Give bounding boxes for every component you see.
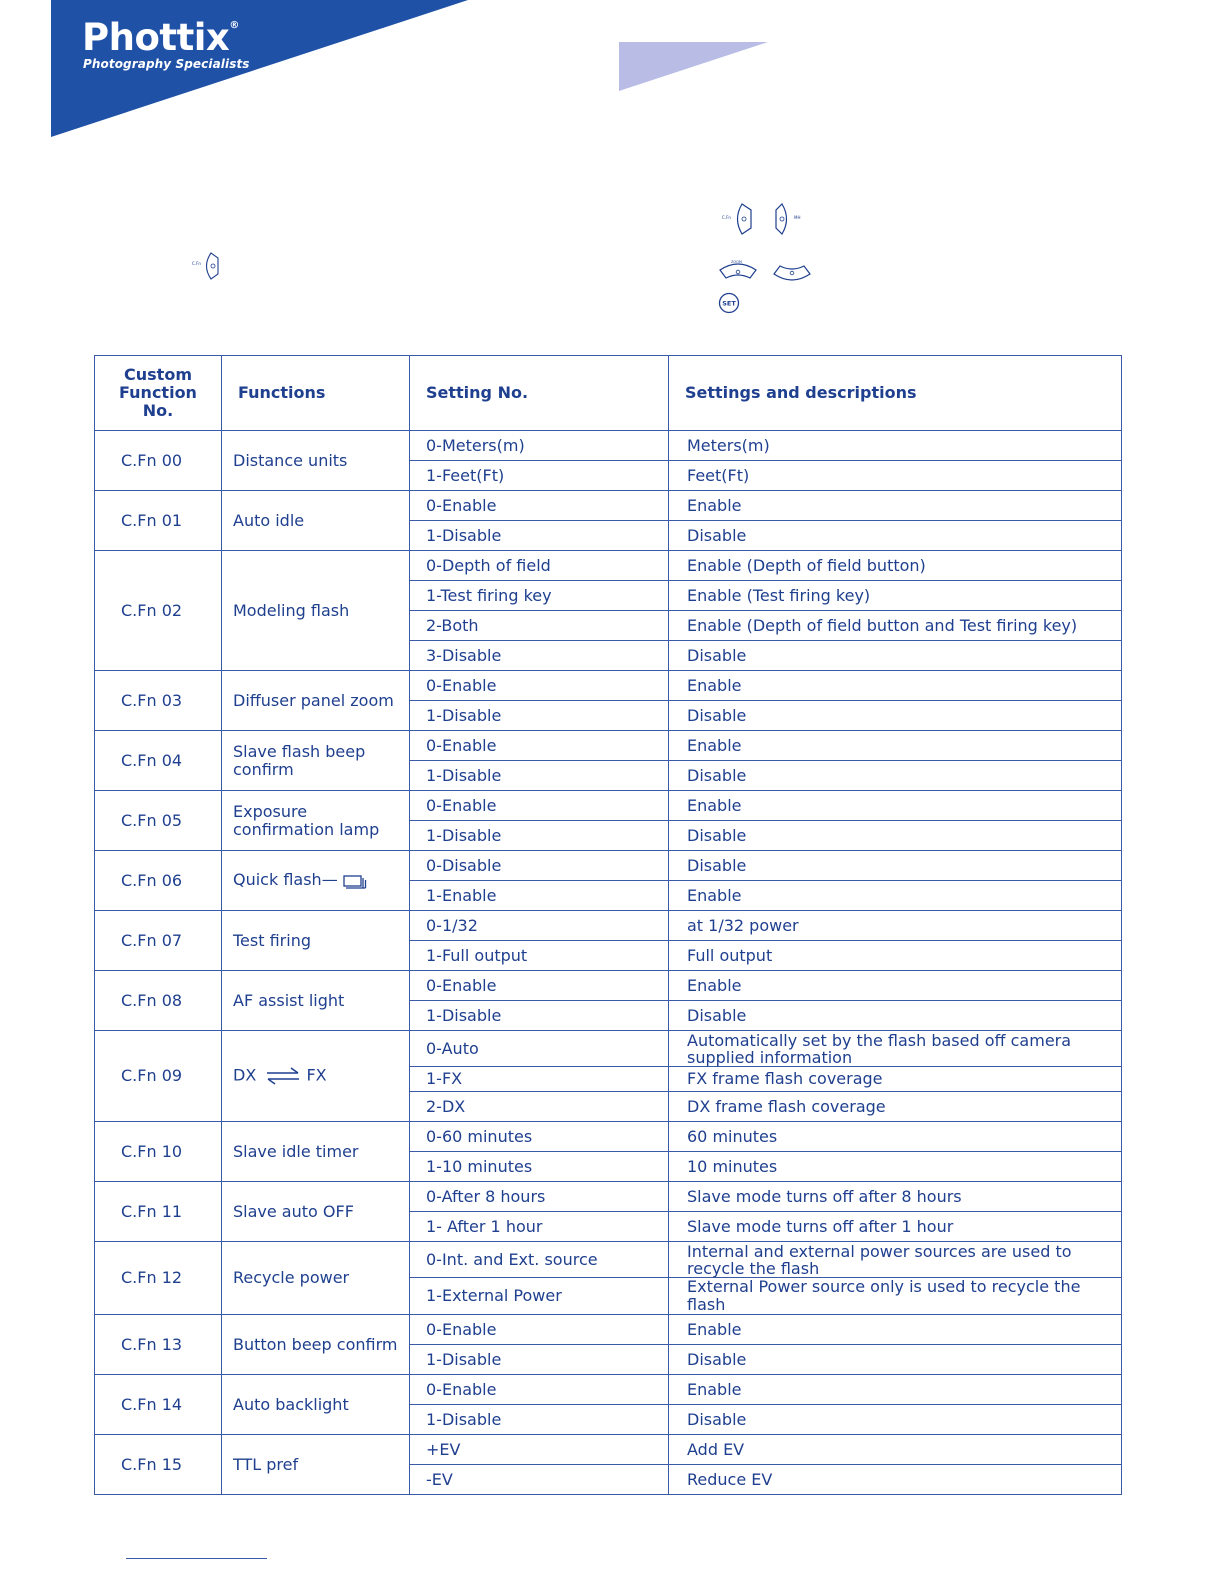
function-name: TTL pref	[222, 1435, 410, 1495]
header-setting-no: Setting No.	[410, 356, 669, 431]
setting-description: Disable	[669, 641, 1122, 671]
table-row	[95, 1435, 1122, 1465]
cfn-number: C.Fn 05	[95, 791, 222, 851]
cfn-left-button-icon	[720, 201, 760, 237]
brand-tagline: Photography Specialists	[83, 57, 250, 71]
function-name: Quick flash—	[233, 870, 338, 890]
cfn-number: C.Fn 09	[95, 1031, 222, 1122]
table-row	[95, 671, 1122, 701]
setting-no: 1-Disable	[410, 701, 669, 731]
setting-no: 0-Enable	[410, 791, 669, 821]
table-row	[95, 851, 1122, 881]
setting-description: Enable	[669, 1375, 1122, 1405]
setting-description: Enable	[669, 971, 1122, 1001]
setting-no: 1-Enable	[410, 881, 669, 911]
setting-description: Slave mode turns off after 8 hours	[669, 1182, 1122, 1212]
setting-description: Enable	[669, 791, 1122, 821]
cfn-number: C.Fn 03	[95, 671, 222, 731]
setting-description: Internal and external power sources are used to recycle the flash	[669, 1242, 1122, 1278]
table-row	[95, 971, 1122, 1001]
setting-no: 1- After 1 hour	[410, 1212, 669, 1242]
function-name: Test firing	[222, 911, 410, 971]
cfn-number: C.Fn 10	[95, 1122, 222, 1182]
table-row	[95, 1031, 1122, 1067]
setting-description: at 1/32 power	[669, 911, 1122, 941]
setting-no: 1-Disable	[410, 1001, 669, 1031]
function-name: Modeling flash	[222, 551, 410, 671]
setting-no: 0-Disable	[410, 851, 669, 881]
setting-description: Disable	[669, 701, 1122, 731]
cfn-number: C.Fn 08	[95, 971, 222, 1031]
table-row	[95, 1242, 1122, 1278]
cfn-number: C.Fn 13	[95, 1315, 222, 1375]
function-name: Slave auto OFF	[222, 1182, 410, 1242]
function-name: Diffuser panel zoom	[222, 671, 410, 731]
setting-description: Enable	[669, 731, 1122, 761]
function-name: Auto backlight	[222, 1375, 410, 1435]
setting-no: 3-Disable	[410, 641, 669, 671]
setting-no: 2-DX	[410, 1092, 669, 1122]
setting-description: Meters(m)	[669, 431, 1122, 461]
cfn-number: C.Fn 01	[95, 491, 222, 551]
setting-description: 60 minutes	[669, 1122, 1122, 1152]
swap-arrows-icon	[265, 1066, 301, 1086]
custom-functions-table	[94, 355, 1122, 1495]
setting-description: Enable	[669, 1315, 1122, 1345]
setting-no: 1-Feet(Ft)	[410, 461, 669, 491]
svg-text:ZOOM: ZOOM	[731, 260, 742, 264]
table-header-row	[95, 356, 1122, 431]
function-name: AF assist light	[222, 971, 410, 1031]
function-name-cell	[222, 851, 410, 911]
setting-no: 2-Both	[410, 611, 669, 641]
setting-no: 1-Disable	[410, 1405, 669, 1435]
function-name: Recycle power	[222, 1242, 410, 1315]
cfn-number: C.Fn 14	[95, 1375, 222, 1435]
function-name: Exposure confirmation lamp	[222, 791, 410, 851]
setting-no: 0-Enable	[410, 671, 669, 701]
svg-text:C.Fn: C.Fn	[192, 261, 201, 266]
setting-description: Slave mode turns off after 1 hour	[669, 1212, 1122, 1242]
setting-description: Enable (Depth of field button and Test firing key)	[669, 611, 1122, 641]
function-name-cell	[222, 1031, 410, 1122]
setting-no: 0-Int. and Ext. source	[410, 1242, 669, 1278]
cfn-number: C.Fn 07	[95, 911, 222, 971]
svg-text:SET: SET	[722, 299, 736, 308]
cfn-button-icon	[190, 251, 224, 283]
header-functions: Functions	[222, 356, 410, 431]
setting-no: 0-1/32	[410, 911, 669, 941]
setting-description: Enable	[669, 881, 1122, 911]
cfn-number: C.Fn 04	[95, 731, 222, 791]
custom-functions-table-wrap	[94, 355, 1121, 1495]
setting-no: 0-Auto	[410, 1031, 669, 1067]
setting-no: 1-Disable	[410, 1345, 669, 1375]
setting-description: Automatically set by the flash based off camera supplied information	[669, 1031, 1122, 1067]
setting-description: Disable	[669, 521, 1122, 551]
setting-description: Disable	[669, 821, 1122, 851]
table-row	[95, 791, 1122, 821]
cfn-number: C.Fn 11	[95, 1182, 222, 1242]
table-row	[95, 731, 1122, 761]
table-row	[95, 1315, 1122, 1345]
down-button-icon	[770, 260, 814, 288]
function-name: Auto idle	[222, 491, 410, 551]
setting-description: Disable	[669, 1001, 1122, 1031]
setting-description: Enable (Test firing key)	[669, 581, 1122, 611]
header-custom-function-no: Custom Function No.	[95, 356, 222, 431]
function-name: Distance units	[222, 431, 410, 491]
setting-no: 0-Enable	[410, 971, 669, 1001]
function-name: Button beep confirm	[222, 1315, 410, 1375]
function-name-dx: DX	[233, 1065, 257, 1085]
setting-no: 1-FX	[410, 1067, 669, 1092]
zoom-up-button-icon	[716, 256, 760, 288]
setting-description: Add EV	[669, 1435, 1122, 1465]
setting-no: 0-Enable	[410, 731, 669, 761]
svg-text:MH: MH	[794, 215, 801, 220]
setting-description: External Power source only is used to recycle the flash	[669, 1278, 1122, 1315]
setting-description: FX frame flash coverage	[669, 1067, 1122, 1092]
setting-description: Disable	[669, 761, 1122, 791]
setting-description: Feet(Ft)	[669, 461, 1122, 491]
setting-no: 1-External Power	[410, 1278, 669, 1315]
setting-no: 1-Disable	[410, 821, 669, 851]
cfn-number: C.Fn 00	[95, 431, 222, 491]
setting-no: 0-Enable	[410, 1315, 669, 1345]
setting-description: Disable	[669, 851, 1122, 881]
setting-no: 0-Depth of field	[410, 551, 669, 581]
table-row	[95, 911, 1122, 941]
cfn-number: C.Fn 15	[95, 1435, 222, 1495]
setting-no: 0-Enable	[410, 491, 669, 521]
setting-no: 1-10 minutes	[410, 1152, 669, 1182]
header-settings-descriptions: Settings and descriptions	[669, 356, 1122, 431]
footnote-divider	[126, 1558, 267, 1559]
setting-no: 0-60 minutes	[410, 1122, 669, 1152]
setting-description: Disable	[669, 1345, 1122, 1375]
setting-no: 1-Full output	[410, 941, 669, 971]
setting-no: 0-Enable	[410, 1375, 669, 1405]
function-name-fx: FX	[306, 1065, 327, 1085]
set-button-icon	[717, 291, 741, 315]
quick-flash-icon	[342, 872, 368, 890]
setting-description: Enable (Depth of field button)	[669, 551, 1122, 581]
cfn-number: C.Fn 12	[95, 1242, 222, 1315]
cfn-number: C.Fn 02	[95, 551, 222, 671]
accent-triangle	[619, 42, 768, 91]
table-row	[95, 491, 1122, 521]
function-name: Slave idle timer	[222, 1122, 410, 1182]
setting-no: 0-After 8 hours	[410, 1182, 669, 1212]
setting-description: Reduce EV	[669, 1465, 1122, 1495]
setting-no: -EV	[410, 1465, 669, 1495]
setting-description: Enable	[669, 671, 1122, 701]
brand-logo: Phottix®	[82, 16, 239, 59]
table-row	[95, 431, 1122, 461]
table-row	[95, 1182, 1122, 1212]
setting-no: 1-Test firing key	[410, 581, 669, 611]
setting-no: 1-Disable	[410, 761, 669, 791]
cfn-number: C.Fn 06	[95, 851, 222, 911]
svg-text:C.Fn: C.Fn	[722, 215, 731, 220]
mh-right-button-icon	[772, 201, 812, 237]
setting-description: Disable	[669, 1405, 1122, 1435]
setting-description: Enable	[669, 491, 1122, 521]
table-row	[95, 1375, 1122, 1405]
setting-description: 10 minutes	[669, 1152, 1122, 1182]
setting-no: +EV	[410, 1435, 669, 1465]
setting-description: DX frame flash coverage	[669, 1092, 1122, 1122]
setting-no: 0-Meters(m)	[410, 431, 669, 461]
function-name: Slave flash beep confirm	[222, 731, 410, 791]
table-row	[95, 1122, 1122, 1152]
setting-description: Full output	[669, 941, 1122, 971]
setting-no: 1-Disable	[410, 521, 669, 551]
table-row	[95, 551, 1122, 581]
